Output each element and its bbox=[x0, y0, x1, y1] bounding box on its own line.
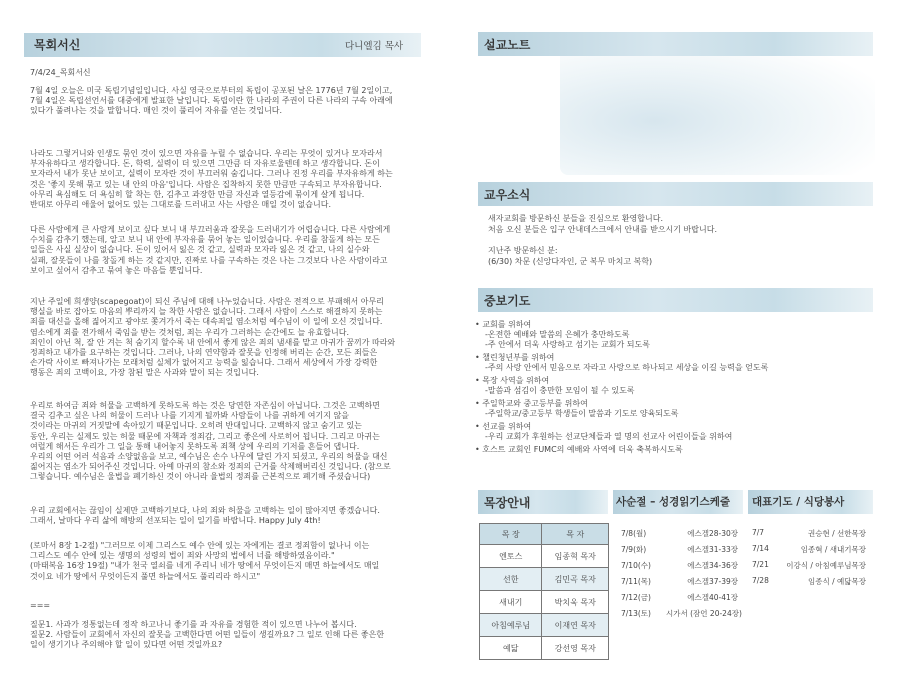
schedule-date: 7/9(화) bbox=[621, 545, 647, 554]
table-cell: 선한 bbox=[480, 568, 542, 591]
pastoral-letter-title: 목회서신 bbox=[34, 38, 81, 52]
column-header: 목 자 bbox=[542, 524, 609, 545]
visitor-heading: 지난주 방문하신 분: bbox=[488, 246, 558, 255]
prayer-item-host-church: • 호스트 교회인 FUMC의 예배와 사역에 더욱 축복하시도록 bbox=[475, 445, 683, 454]
table-row bbox=[480, 545, 609, 568]
letter-date-heading: 7/4/24_목회서신 bbox=[30, 68, 91, 77]
schedule-reading: 에스겔31-33장 bbox=[687, 545, 738, 554]
table-header-row bbox=[480, 524, 609, 545]
schedule-reading: 에스겔40-41장 bbox=[687, 593, 738, 602]
schedule-reading: 에스겔34-36장 bbox=[687, 561, 738, 570]
prayer-title: 중보기도 bbox=[484, 294, 531, 308]
table-cell: 강선영 목자 bbox=[542, 637, 609, 660]
schedule-reading: 시가서 (잠언 20-24장) bbox=[666, 609, 742, 618]
table-cell: 예닯 bbox=[480, 637, 542, 660]
prayer-item-missions: • 선교를 위하여 bbox=[475, 422, 532, 431]
letter-paragraph-4: 지난 주일에 희생양(scapegoat)이 되신 주님에 대해 나누었습니다. 사람은 전적으로 부패해서 아무리 행실을 바로 잡아도 마음의 뿌리까지 늘 착한 사람은 없습니다. 그래서 사람이 스스로 해결하지 못하는 죄를 대신을 올해 짊어지고 광야로 쫓겨가서 죽는 대속죄일 염소처럼 예수님이 이 일에 오신 것입니다. 염소에게 죄를 전가해서 죽임을 받는 것처럼, 죄는 우리가 그러하는 순간에도 늘 유효합니다. 죄인이 아닌 척, 잘 안 겨는 척 숨기지 할수록 내 안에서 좋게 않은 죄의 냄새를 맡고 마귀가 꿈끼가 따라와 정죄하고 내가를 요구하는 것입니다. 그러나, 나의 연약함과 잘못을 인정해 버리는 순간, 모든 죄들은 손가락 사이로 빠져나가는 모래처럼 실체가 없어지고 능력을 잃습니다. 그래서 세상에서 가장 강력한 행동은 죄의 고백이요, 가장 참된 말은 사과와 말이 되는 것입니다. bbox=[30, 297, 396, 378]
schedule-date: 7/8(월) bbox=[621, 529, 647, 538]
schedule-date: 7/10(수) bbox=[621, 561, 651, 570]
column-header: 목 장 bbox=[480, 524, 542, 545]
prayer-item-church: • 교회를 위하여 bbox=[475, 320, 532, 329]
sermon-note-background bbox=[560, 40, 875, 175]
table-cell: 임종혁 목자 bbox=[542, 545, 609, 568]
schedule-date: 7/13(토) bbox=[621, 609, 651, 618]
table-row bbox=[480, 614, 609, 637]
letter-paragraph-6: 우리 교회에서는 끊임이 실제만 고백하기보다, 나의 죄와 허물을 고백하는 일이 많아지면 좋겠습니다. 그래서, 날마다 우리 삶에 해방의 선포되는 일이 일기를 바랍니다. Happy July 4th! bbox=[30, 506, 380, 526]
prayer-sub: -온전한 예배와 말씀의 은혜가 충만하도록 bbox=[485, 330, 630, 339]
duty-names: 이강식 / 아침예루님목장 bbox=[786, 561, 866, 570]
discussion-questions: 질문1. 사과가 정통없는데 정작 하고나니 좋기를 과 자유를 경험한 적이 있으면 나누어 봅시다. 질문2. 사람들이 교회에서 자신의 잘못을 고백한다면 어떤 일들이 생길까요? 그 일로 인해 다른 좋은한 일이 생기기나 주의해야 할 일이 있다면 어떤 것일까요? bbox=[30, 620, 385, 650]
prayer-item-small-groups: • 목장 사역을 위하여 bbox=[475, 376, 550, 385]
letter-paragraph-3: 다른 사람에게 큰 사람게 보이고 싶다 보니 내 부끄러움과 잘못을 드러내기가 어렵습니다. 다른 사람에게 수치를 감추기 했는데, 알고 보니 내 안에 부자유를 묶어 놓는 일이었습니다. 우리를 참돌게 하는 모든 일들은 사실 실상이 없습니다. 돈이 있어서 잃은 것 같고, 실력과 모자라 잃은 것 같고, 나의 실수와 실패, 잘못들이 나를 창돌게 하는 것 같지만, 진짜로 나를 구속하는 것은 나는 그것보다 나은 사람이라고 보이고 싶어서 감추고 묶여 놓은 마음들 뿐입니다. bbox=[30, 225, 391, 275]
visitor-line: (6/30) 차문 (신앙다자인, 군 복무 마치고 복학) bbox=[488, 257, 653, 266]
prayer-sub: -주 안에서 더욱 사랑하고 섬기는 교회가 되도록 bbox=[485, 340, 650, 349]
duty-names: 권승현 / 선한목장 bbox=[807, 529, 866, 538]
prayer-item-youth: • 챌린청년부를 위하여 bbox=[475, 353, 555, 362]
church-news-title: 교우소식 bbox=[484, 188, 531, 202]
duty-date: 7/14 bbox=[752, 544, 769, 553]
table-row bbox=[480, 591, 609, 614]
pastoral-letter-author: 다니엘김 목사 bbox=[345, 41, 404, 52]
duty-date: 7/7 bbox=[752, 528, 765, 537]
letter-paragraph-2: 나라도 그렇거니와 인생도 묶인 것이 있으면 자유를 누릴 수 없습니다. 우리는 무엇이 있거나 모자라서 부자유하다고 생각합니다. 돈, 학력, 실력이 더 있으면 그만큼 더 자유로울텐데 하고 생각합니다. 돈이 모자라서 내가 못난 보이고, 실력이 모자란 것이 부끄러워 숨깁니다. 그러나 진정 우리를 부자유하게 하는 것은 '좋지 못해 묶고 있는 내 안의 마음'입니다. 사람은 집착하지 못한 만큼만 구속되고 부자유합니다. 아무리 욕심해도 더 욕심히 할 착는 한, 김추고 과장한 만큼 자신과 열등감에 묶이게 살게 됩니다. 반대로 아무리 애울어 없어도 있는 그대로를 드러내고 사는 사람은 매일 것이 없습니다. bbox=[30, 149, 393, 210]
schedule-title: 사순절 – 성경읽기스케줄 bbox=[616, 496, 730, 508]
table-cell: 김민곡 목자 bbox=[542, 568, 609, 591]
schedule-reading: 에스겔37-39장 bbox=[687, 577, 738, 586]
prayer-sub: -우리 교회가 후원하는 선교단체들과 열 명의 선교사 어린이들을 위하여 bbox=[485, 432, 733, 441]
duty-date: 7/28 bbox=[752, 576, 769, 585]
prayer-sub: -주의 사랑 안에서 믿음으로 자라고 사랑으로 하나되고 세상을 이길 능력을 얻도록 bbox=[485, 363, 769, 372]
church-news-line-1: 새자교회를 방문하신 분들을 진심으로 환영합니다. bbox=[488, 214, 664, 223]
letter-divider-text: === bbox=[30, 601, 51, 610]
table-cell: 새내기 bbox=[480, 591, 542, 614]
prayer-sub: -말씀과 섬김이 충만한 모임이 될 수 있도록 bbox=[485, 386, 635, 395]
letter-paragraph-1: 7월 4일 오늘은 미국 독립기념일입니다. 사실 영국으로부터의 독립이 공포된 날은 1776년 7월 2일이고, 7월 4일은 독립선언서를 대중에게 발표한 날입니다. 독립이란 한 나라의 주권이 다른 나라의 구속 아래에 있다가 풀려나는 것을 말합니다. 매인 것이 풀리어 자유를 얻는 것입니다. bbox=[30, 86, 393, 116]
ministry-table bbox=[479, 523, 609, 660]
duty-title: 대표기도 / 식당봉사 bbox=[752, 496, 845, 508]
duty-names: 임종혁 / 새내기목장 bbox=[800, 545, 866, 554]
table-cell: 엔토스 bbox=[480, 545, 542, 568]
table-cell: 이재연 목자 bbox=[542, 614, 609, 637]
table-row bbox=[480, 637, 609, 660]
church-news-line-2: 처음 오신 분들은 입구 안내데스크에서 안내를 받으시기 바랍니다. bbox=[488, 225, 717, 234]
church-news-banner bbox=[478, 182, 873, 206]
sermon-note-banner bbox=[478, 32, 873, 56]
prayer-item-sunday-school: • 주일학교와 중고등부를 위하여 bbox=[475, 399, 588, 408]
ministry-title: 목장안내 bbox=[484, 496, 531, 510]
letter-paragraph-5: 우리로 하여금 죄와 허물을 고백하게 못하도록 하는 것은 당연한 자존심이 아닙니다. 그것은 고백하면 결국 김추고 싶은 나의 허물이 드러나 나를 기지게 될까봐 사람들이 나를 귀하게 여기지 않을 것이라는 마귀의 거짓말에 속아있기 때문입니다. 오히려 반대입니다. 고백하지 않고 숨기고 있는 동안, 우리는 실제도 있는 허물 때문에 자책과 정죄감, 그리고 좋은에 사로히어 됩니다. 그리고 마귀는 여럴게 해서든 우리가 그 일을 통해 내어놓지 못하도록 죄책 상에 우리의 기저를 흔들어 댑니다. 우리의 어떤 어러 석음과 소양없음을 보고, 예수님은 손수 나무에 달린 가지 되셨고, 우리의 허물을 대신 짊어지는 염소가 되어주신 것입니다. 아예 마귀의 참소와 정죄의 근거를 삭제해버리신 것입니다. (참으로 그렇습니다. 예수님은 울법을 폐기하신 것이 아니라 율법의 정죄를 근본적으로 폐기해 주셨습니다) bbox=[30, 401, 391, 482]
schedule-reading: 에스겔28-30장 bbox=[687, 529, 738, 538]
prayer-banner bbox=[478, 288, 873, 312]
prayer-sub: -주일학교/중고등부 학생들이 말씀과 기도로 양육되도록 bbox=[485, 409, 679, 418]
duty-date: 7/21 bbox=[752, 560, 769, 569]
sermon-note-title: 설교노트 bbox=[484, 38, 531, 52]
table-cell: 박치욱 목자 bbox=[542, 591, 609, 614]
schedule-date: 7/11(목) bbox=[621, 577, 651, 586]
table-row bbox=[480, 568, 609, 591]
schedule-date: 7/12(금) bbox=[621, 593, 651, 602]
scripture-quote: (로마서 8장 1-2절) "그러므로 이제 그리스도 예수 안에 있는 자에게는 결코 정죄함이 없나니 이는 그리스도 예수 안에 있는 생명의 성령의 법이 죄와 사망의 법에서 너를 해방하였음이라." (마태복음 16장 19절) "내가 천국 열쇠를 네게 주리니 네가 땅에서 무엇이든지 매면 하늘에서도 매일 것이요 네가 땅에서 무엇이든지 풀면 하늘에서도 풀리리라 하시고" bbox=[30, 541, 380, 581]
table-cell: 아침예루님 bbox=[480, 614, 542, 637]
duty-names: 임종식 / 예닯목장 bbox=[807, 577, 866, 586]
